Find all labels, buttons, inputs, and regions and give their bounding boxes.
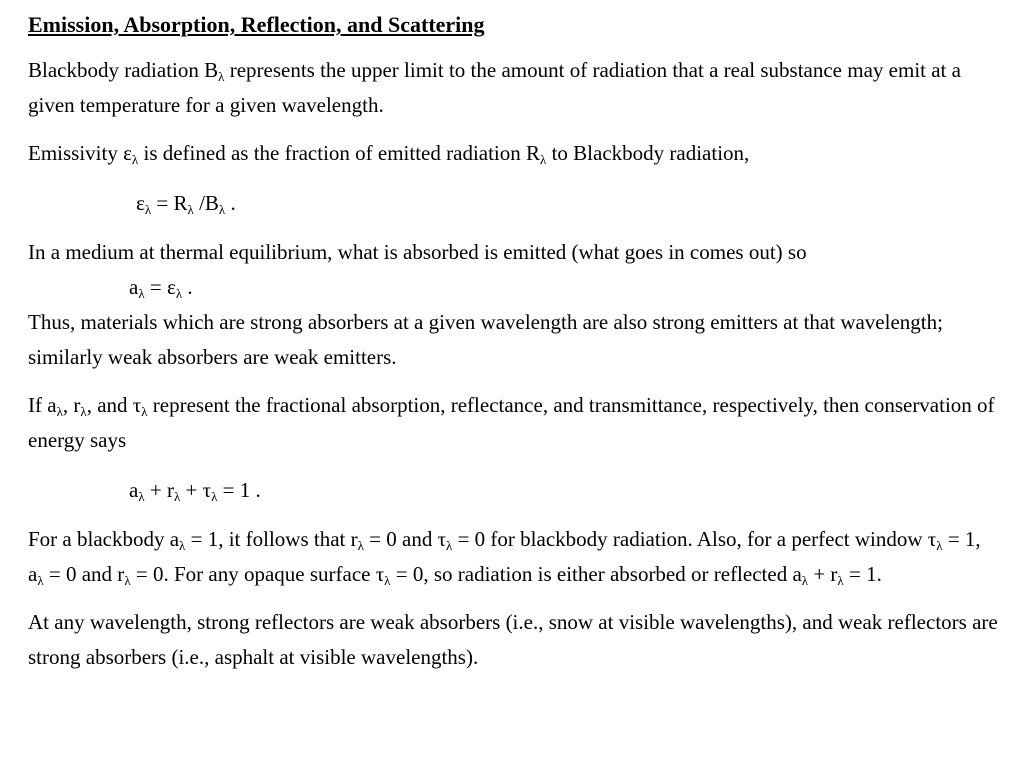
subscript-lambda: λ: [131, 152, 139, 167]
subscript-lambda: λ: [540, 152, 547, 167]
equation-energy-conservation: $a_\lambda + r_\lambda + \tau_\lambda = 1$ .: [129, 478, 261, 504]
equation-kirchhoff: $a_\lambda = \varepsilon_\lambda$ .: [129, 275, 193, 301]
paragraph-reflectors: At any wavelength, strong reflectors are weak absorbers (i.e., snow at visible wavelengths), and weak reflectors are strong absorbers (i.e., asphalt at visible wavelengths).: [28, 610, 998, 669]
subscript-lambda: λ: [384, 573, 391, 588]
subscript-lambda: λ: [187, 202, 194, 217]
subscript-lambda: λ: [801, 573, 809, 588]
paragraph-absorbers-emitters: Thus, materials which are strong absorbers at a given wavelength are also strong emitters at that wavelength; similarly weak absorbers are weak emitters.: [28, 310, 943, 369]
subscript-lambda: λ: [138, 489, 145, 504]
subscript-lambda: λ: [837, 573, 844, 588]
subscript-lambda: λ: [56, 404, 63, 419]
page-title: Emission, Absorption, Reflection, and Scattering: [28, 12, 485, 37]
subscript-lambda: λ: [179, 538, 186, 553]
subscript-lambda: λ: [175, 286, 183, 301]
subscript-lambda: λ: [446, 538, 453, 553]
subscript-lambda: λ: [173, 489, 181, 504]
subscript-lambda: λ: [124, 573, 131, 588]
paragraph-conservation: If $a_\lambda$, $r_\lambda$, and $\tau_\lambda$ represent the fractional absorption, reflectance, and transmittance, respectively, then conservation of energy says: [28, 393, 995, 452]
paragraph-equilibrium: In a medium at thermal equilibrium, what is absorbed is emitted (what goes in comes out) so: [28, 240, 807, 264]
paragraph-blackbody-window: For a blackbody $a_\lambda = 1$, it follows that $r_\lambda = 0$ and $\tau_\lambda = 0$ for blackbody radiation. Also, for a perfect window $\tau_\lambda = 1$, $a_\lambda = 0$ and $r_\lambda = 0$. For any opaque surface $\tau_\lambda = 0$, so radiation is either absorbed or reflected $a_\lambda + r_\lambda = 1$.: [28, 527, 981, 588]
subscript-lambda: λ: [37, 573, 44, 588]
paragraph-blackbody: Blackbody radiation $B_\lambda$ represents the upper limit to the amount of radiation that a real substance may emit at a given temperature for a given wavelength.: [28, 58, 961, 117]
subscript-lambda: λ: [138, 286, 145, 301]
subscript-lambda: λ: [211, 489, 218, 504]
paragraph-emissivity: Emissivity $\varepsilon_\lambda$ is defined as the fraction of emitted radiation $R_\lambda$ to Blackbody radiation,: [28, 141, 750, 167]
subscript-lambda: λ: [80, 404, 87, 419]
subscript-lambda: λ: [218, 202, 226, 217]
subscript-lambda: λ: [141, 404, 148, 419]
equation-emissivity: $\varepsilon_\lambda = R_\lambda$ $/B_\lambda$ .: [136, 191, 236, 217]
subscript-lambda: λ: [218, 69, 225, 84]
subscript-lambda: λ: [357, 538, 364, 553]
document-page: [28, 10, 998, 675]
subscript-lambda: λ: [144, 202, 152, 217]
subscript-lambda: λ: [936, 538, 943, 553]
